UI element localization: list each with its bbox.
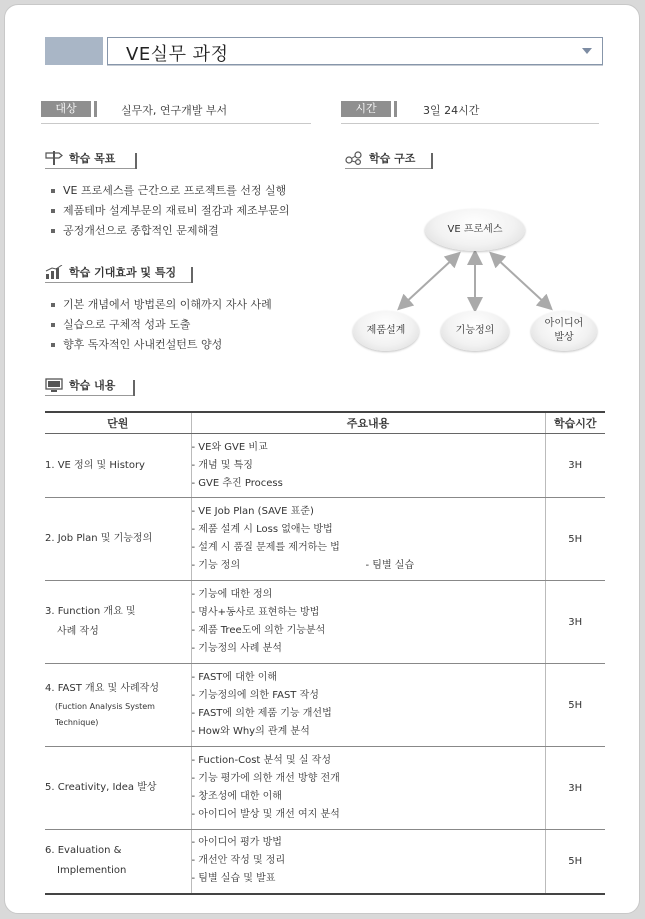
node-product-design xyxy=(353,311,419,351)
table-row xyxy=(45,498,605,581)
content-item: - 기능에 대한 정의 xyxy=(191,589,273,600)
unit-cell xyxy=(45,664,191,747)
table-row xyxy=(45,581,605,664)
node-function-definition xyxy=(441,311,509,351)
target-tag-notch xyxy=(94,101,97,117)
content-table xyxy=(45,411,605,895)
unit-cell xyxy=(45,581,191,664)
list-item: 향후 독자적인 사내컨설턴트 양성 xyxy=(49,335,339,355)
hours-cell: 5H xyxy=(545,664,605,747)
list-item: 제품테마 설계부문의 재료비 절감과 제조부문의 xyxy=(49,201,339,221)
hours-cell: 3H xyxy=(545,747,605,830)
signpost-icon xyxy=(45,151,63,165)
hours-cell: 5H xyxy=(545,498,605,581)
content-item: - How와 Why의 관계 분석 xyxy=(191,726,310,737)
content-item: - 개선안 작성 및 정리 xyxy=(191,855,286,867)
table-row xyxy=(45,747,605,830)
column-header: 단원 xyxy=(45,412,191,434)
node-label: 발상 xyxy=(554,332,574,343)
section-title: 학습 기대효과 및 특징 xyxy=(69,266,177,279)
content-item-extra: - 팀별 실습 xyxy=(365,560,415,571)
time-tag-notch xyxy=(394,101,397,117)
section-underline xyxy=(45,282,193,283)
section-structure xyxy=(345,149,433,169)
content-item: - VE와 GVE 비교 xyxy=(191,441,268,453)
section-title: 학습 구조 xyxy=(369,152,416,165)
node-idea-generation xyxy=(531,311,597,351)
network-icon xyxy=(345,151,363,165)
content-item: - 창조성에 대한 이해 xyxy=(191,791,282,802)
content-item: - VE Job Plan (SAVE 표준) xyxy=(191,506,314,517)
items-cell xyxy=(191,434,545,498)
target-tag: 대상 xyxy=(41,101,91,117)
title-bar xyxy=(45,37,603,65)
unit-name: 3. Function 개요 및 xyxy=(45,606,136,617)
unit-name: 1. VE 정의 및 History xyxy=(45,459,145,471)
column-header: 학습시간 xyxy=(545,412,605,434)
content-item: - 기능 평가에 의한 개선 방향 전개 xyxy=(191,773,340,784)
unit-name-line2: 사례 작성 xyxy=(57,626,99,637)
table-row xyxy=(45,434,605,498)
content-item: - 명사+동사로 표현하는 방법 xyxy=(191,607,320,618)
hours-cell: 3H xyxy=(545,434,605,498)
content-item-text: - 기능 정의 xyxy=(191,560,241,571)
page-card xyxy=(4,4,640,914)
items-cell xyxy=(191,830,545,894)
column-header: 주요내용 xyxy=(191,412,545,434)
items-cell xyxy=(191,498,545,581)
section-effects xyxy=(45,263,193,283)
node-label: 아이디어 xyxy=(544,318,584,329)
content-item: - FAST에 의한 제품 기능 개선법 xyxy=(191,708,332,719)
time-tag: 시간 xyxy=(341,101,391,117)
node-label: 기능정의 xyxy=(455,325,495,336)
content-item: - 제품 설계 시 Loss 없애는 방법 xyxy=(191,524,333,535)
section-title: 학습 내용 xyxy=(69,379,116,392)
section-objectives xyxy=(45,149,137,169)
content-item xyxy=(192,557,545,575)
section-tick xyxy=(135,153,137,169)
unit-cell xyxy=(45,498,191,581)
monitor-icon xyxy=(45,378,63,392)
structure-diagram xyxy=(345,193,605,363)
items-cell xyxy=(191,581,545,664)
unit-name: 6. Evaluation & xyxy=(45,845,122,857)
unit-name: 4. FAST 개요 및 사례작성 xyxy=(45,683,160,694)
objectives-list xyxy=(49,181,339,241)
title-dropdown[interactable] xyxy=(107,37,603,65)
list-item: 공정개선으로 종합적인 문제해결 xyxy=(49,221,339,241)
time-value: 3일 24시간 xyxy=(423,104,480,117)
page-title: VE실무 과정 xyxy=(126,44,229,65)
bar-chart-icon xyxy=(45,265,63,279)
list-item: 기본 개념에서 방법론의 이해까지 자사 사례 xyxy=(49,295,339,315)
node-label: VE 프로세스 xyxy=(447,224,503,235)
items-cell xyxy=(191,664,545,747)
content-item: - 설계 시 품질 문제를 제거하는 법 xyxy=(191,542,340,553)
section-tick xyxy=(133,380,135,396)
target-value: 실무자, 연구개발 부서 xyxy=(121,104,228,117)
table-header-row xyxy=(45,412,605,434)
table-row xyxy=(45,830,605,894)
content-item: - Fuction-Cost 분석 및 실 작성 xyxy=(191,755,331,766)
list-item: VE 프로세스를 근간으로 프로젝트를 선정 실행 xyxy=(49,181,339,201)
content-item: - 기능정의 사례 분석 xyxy=(191,643,282,654)
chevron-down-icon[interactable] xyxy=(582,48,592,54)
content-item: - 개념 및 특징 xyxy=(191,459,253,471)
content-item: - 기능정의에 의한 FAST 작성 xyxy=(191,690,319,701)
section-title: 학습 목표 xyxy=(69,152,116,165)
hours-cell: 5H xyxy=(545,830,605,894)
table-row xyxy=(45,664,605,747)
unit-name-line2: (Fuction Analysis System Technique) xyxy=(55,702,155,727)
content-item: - FAST에 대한 이해 xyxy=(191,672,278,683)
title-underline xyxy=(107,65,603,66)
section-tick xyxy=(191,267,193,283)
section-underline xyxy=(45,395,135,396)
time-divider xyxy=(341,123,599,124)
unit-cell xyxy=(45,747,191,830)
content-item: - GVE 추진 Process xyxy=(191,477,283,489)
title-accent xyxy=(45,37,103,65)
content-item: - 아이디어 발상 및 개선 여지 분석 xyxy=(191,809,340,820)
hours-cell: 3H xyxy=(545,581,605,664)
unit-cell xyxy=(45,830,191,894)
unit-name: 2. Job Plan 및 기능정의 xyxy=(45,533,153,544)
content-item: - 팀별 실습 및 발표 xyxy=(191,873,276,885)
node-ve-process xyxy=(425,209,525,251)
section-underline xyxy=(345,168,433,169)
node-label: 제품설계 xyxy=(366,325,406,336)
unit-name: 5. Creativity, Idea 발상 xyxy=(45,782,157,793)
section-underline xyxy=(45,168,137,169)
section-contents xyxy=(45,376,135,396)
effects-list xyxy=(49,295,339,355)
unit-cell xyxy=(45,434,191,498)
unit-name-line2: Implemention xyxy=(57,865,127,877)
content-item: - 제품 Tree도에 의한 기능분석 xyxy=(191,625,326,636)
content-item: - 아이디어 평가 방법 xyxy=(191,837,282,849)
target-divider xyxy=(41,123,311,124)
list-item: 실습으로 구체적 성과 도출 xyxy=(49,315,339,335)
items-cell xyxy=(191,747,545,830)
section-tick xyxy=(431,153,433,169)
